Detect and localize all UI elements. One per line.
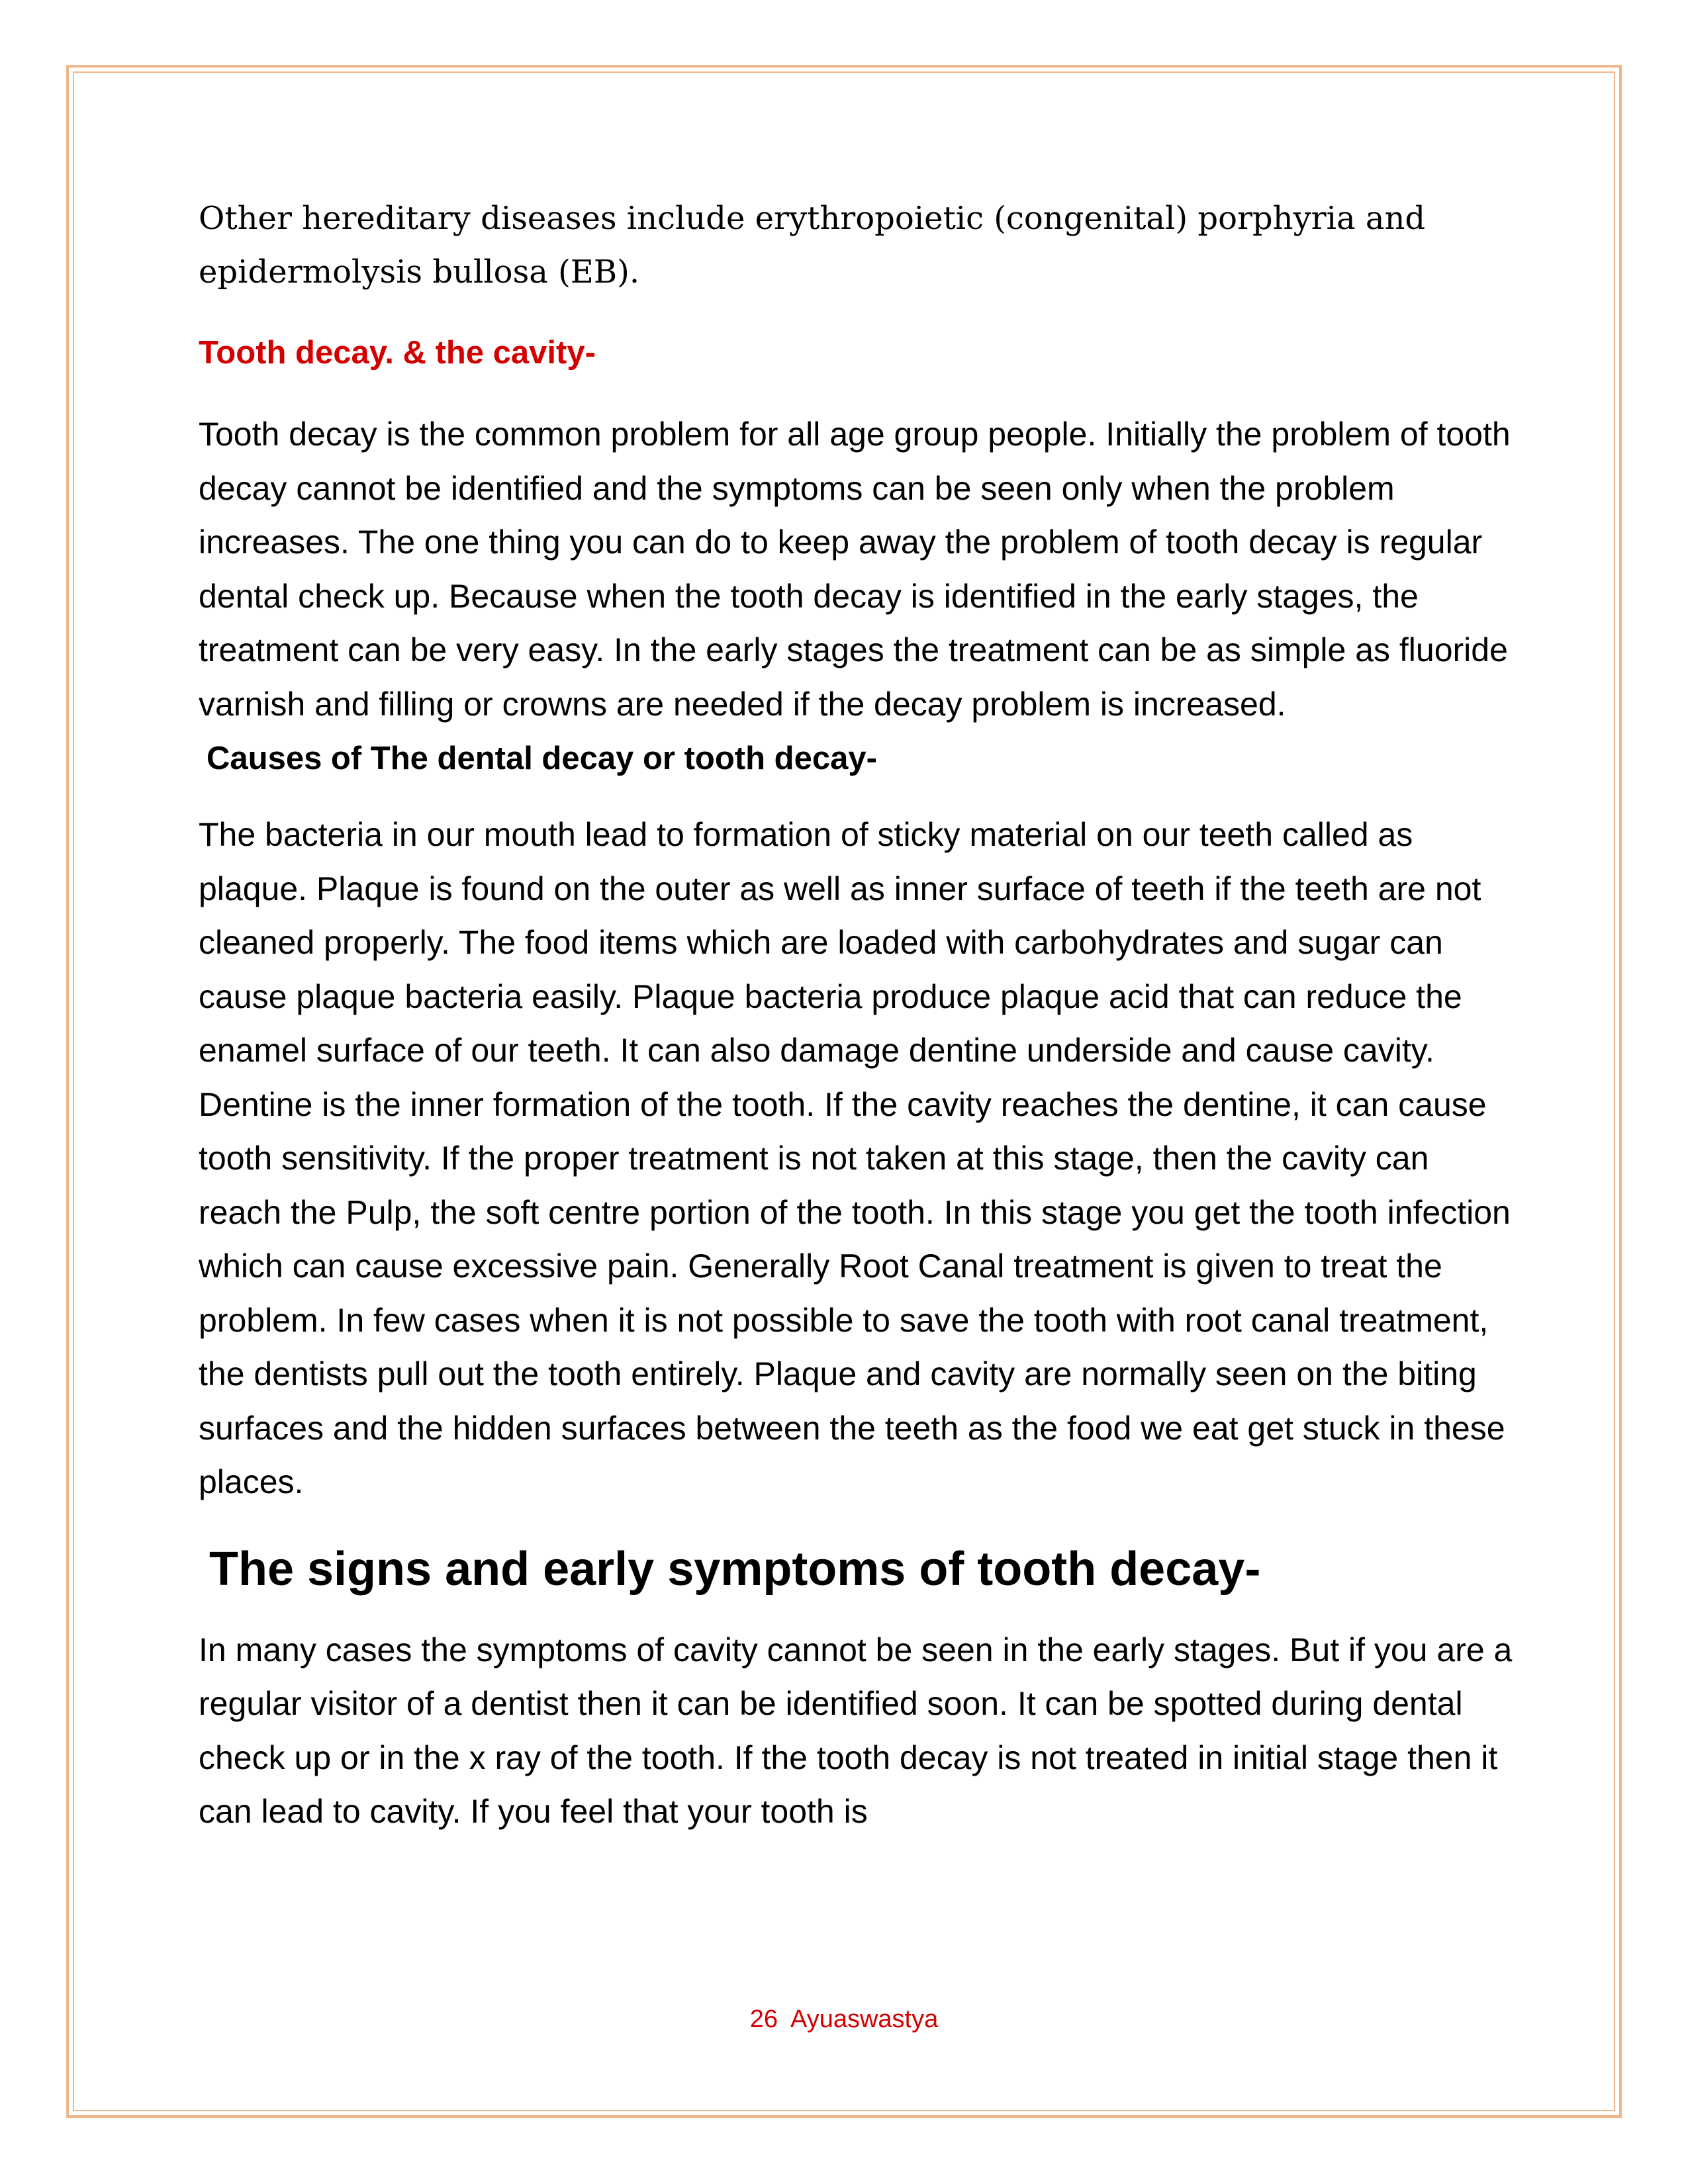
signs-heading: The signs and early symptoms of tooth decay- bbox=[209, 1542, 1261, 1596]
section-paragraph: Tooth decay is the common problem for all age group people. Initially the problem of tooth decay cannot be identified and the symptoms can be seen only when the problem increases. The one thing you can do to keep away the problem of tooth decay is regular dental check up. Because when the tooth decay is identified in the early stages, the treatment can be very easy. In the early stages the treatment can be as simple as fluoride varnish and filling or crowns are needed if the decay problem is increased. bbox=[199, 416, 1511, 723]
causes-paragraph: The bacteria in our mouth lead to formation of sticky material on our teeth called as plaque. Plaque is found on the outer as well as inner surface of teeth if the teeth are not cleaned properly. The food items which are loaded with carbohydrates and sugar can cause plaque bacteria easily. Plaque bacteria produce plaque acid that can reduce the enamel surface of our teeth. It can also damage dentine underside and cause cavity. Dentine is the inner formation of the tooth. If the cavity reaches the dentine, it can cause tooth sensitivity. If the proper treatment is not taken at this stage, then the cavity can reach the Pulp, the soft centre portion of the tooth. In this stage you get the tooth infection which can cause excessive pain. Generally Root Canal treatment is given to treat the problem. In few cases when it is not possible to save the tooth with root canal treatment, the dentists pull out the tooth entirely. Plaque and cavity are normally seen on the biting surfaces and the hidden surfaces between the teeth as the food we eat get stuck in these places. bbox=[199, 816, 1511, 1500]
causes-heading: Causes of The dental decay or tooth decay- bbox=[207, 741, 877, 776]
signs-paragraph: In many cases the symptoms of cavity cannot be seen in the early stages. But if you are a regular visitor of a dentist then it can be identified soon. It can be spotted during dental check up or in the x ray of the tooth. If the tooth decay is not treated in initial stage then it can lead to cavity. If you feel that your tooth is bbox=[199, 1631, 1513, 1830]
page-content bbox=[199, 192, 1516, 1839]
section-title: Tooth decay. & the cavity- bbox=[199, 335, 596, 371]
intro-paragraph: Other hereditary diseases include erythropoietic (congenital) porphyria and epidermolysis bullosa (EB). bbox=[199, 200, 1426, 291]
page-footer: 26 Ayuaswastya bbox=[749, 2005, 939, 2033]
